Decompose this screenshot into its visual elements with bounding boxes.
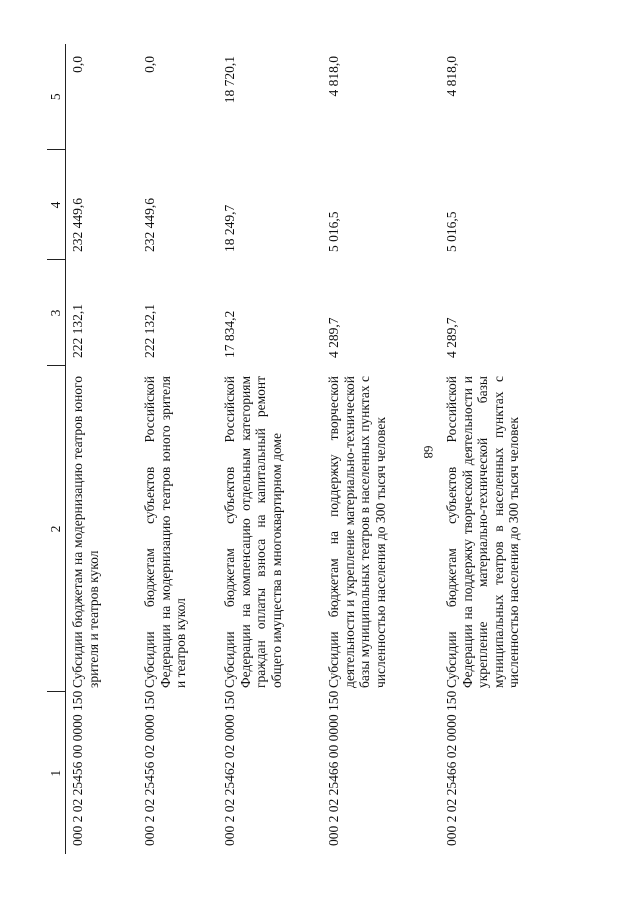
table-row [218, 44, 322, 854]
row-description: Субсидии бюджетам на поддержку творческой деятельности и укрепление материально-технической базы муниципальных театров в населенных пунктах с численностью населения до 300 тысяч человек [326, 376, 388, 688]
budget-code: 000 2 02 25456 02 0000 150 [142, 690, 157, 846]
table-row [66, 44, 139, 854]
value-col-3: 4 289,7 [326, 317, 341, 358]
table-row [138, 44, 218, 854]
value-col-3: 17 834,2 [222, 310, 237, 358]
value-col-5: 4 818,0 [326, 56, 341, 97]
table-row [440, 44, 558, 854]
value-col-5: 18 720,1 [222, 56, 237, 104]
value-col-4: 5 016,5 [326, 211, 341, 252]
value-col-3: 222 132,1 [70, 304, 85, 358]
header-col-4: 4 [47, 150, 66, 260]
value-col-3: 4 289,7 [444, 317, 459, 358]
value-col-4: 5 016,5 [444, 211, 459, 252]
budget-code: 000 2 02 25462 02 0000 150 [222, 690, 237, 846]
value-col-4: 232 449,6 [142, 198, 157, 252]
header-col-3: 3 [47, 260, 66, 366]
value-col-5: 0,0 [142, 56, 157, 73]
rotated-table-container [47, 44, 561, 854]
value-col-4: 232 449,6 [70, 198, 85, 252]
budget-table [47, 44, 558, 854]
row-description: Субсидии бюджетам субъектов Российской Федерации на модернизацию театров юного зрителя и театров кукол [142, 376, 188, 688]
page-number: 68 [421, 445, 436, 459]
table-row [322, 44, 440, 854]
budget-code: 000 2 02 25466 00 0000 150 [326, 690, 341, 846]
value-col-5: 4 818,0 [444, 56, 459, 97]
budget-code: 000 2 02 25466 02 0000 150 [444, 690, 459, 846]
header-col-2: 2 [47, 366, 66, 692]
row-description: Субсидии бюджетам субъектов Российской Федерации на поддержку творческой деятельности и укрепление материально-технической базы муниципальных театров в населенных пунктах с численностью населения до 300 тысяч человек [444, 376, 521, 688]
value-col-4: 18 249,7 [222, 204, 237, 252]
value-col-3: 222 132,1 [142, 304, 157, 358]
value-col-5: 0,0 [70, 56, 85, 73]
header-row [47, 44, 66, 854]
header-col-1: 1 [47, 692, 66, 854]
row-description: Субсидии бюджетам на модернизацию театров юного зрителя и театров кукол [70, 376, 101, 688]
row-description: Субсидии бюджетам субъектов Российской Федерации на компенсацию отдельным категориям граждан оплаты взноса на капитальный ремонт общего имущества в многоквартирном доме [222, 376, 284, 688]
table-inner [47, 44, 561, 854]
budget-code: 000 2 02 25456 00 0000 150 [70, 690, 85, 846]
header-col-5: 5 [47, 44, 66, 150]
